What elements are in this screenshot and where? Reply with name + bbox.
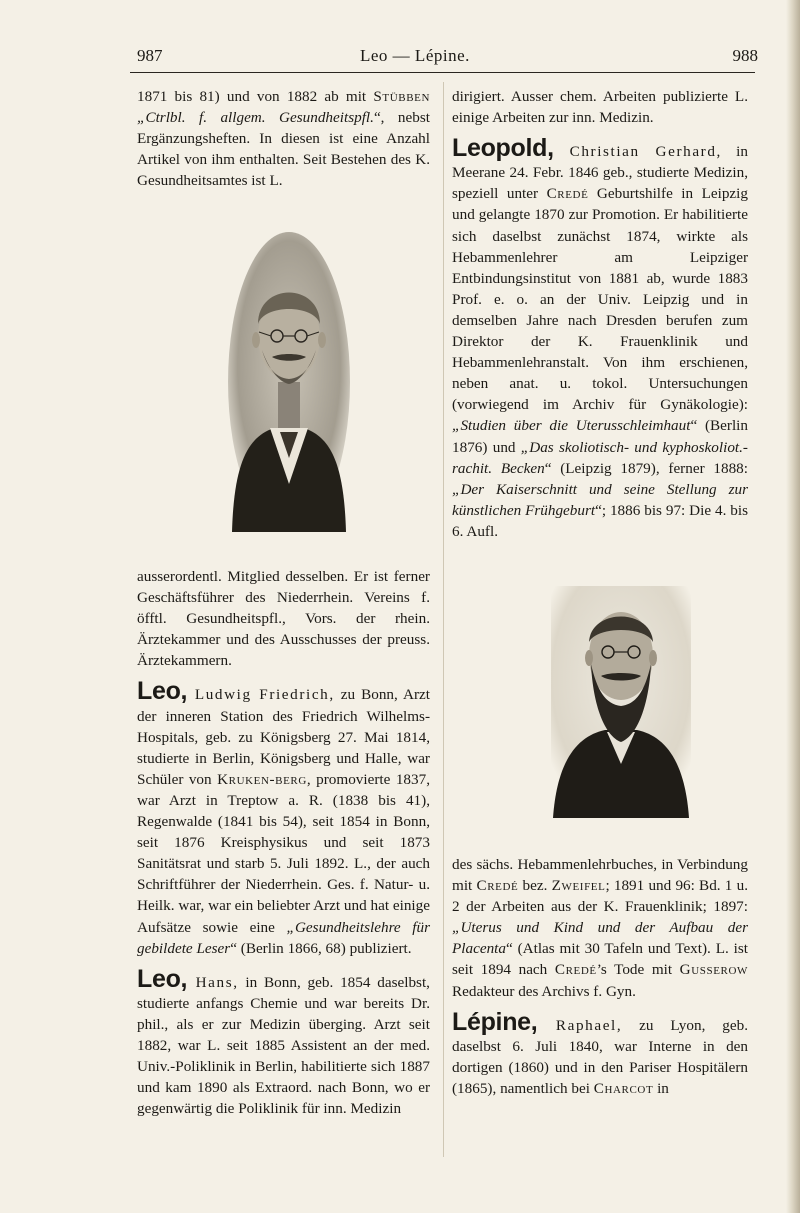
work-title: „Der Kaiserschnitt und seine Stellung zur künstlichen Frühgeburt — [452, 480, 748, 519]
portrait-photo-leopold — [551, 586, 691, 818]
work-title: „Gesundheitslehre für gebildete Leser — [137, 918, 430, 957]
entry-heading: Lépine, — [452, 1007, 538, 1036]
work-title: „Das skoliotisch- und kyphoskoliot.-rachit. Becken — [452, 438, 748, 477]
paragraph-leo-continued: 1871 bis 81) und von 1882 ab mit Stübben „Ctrlbl. f. allgem. Gesundheitspfl.“, nebst Ergänzungsheften. In diesen ist eine Anzahl Artikel von ihm enthalten. Seit Bestehen des K. Gesundheitsamtes ist L. — [137, 88, 430, 190]
book-spine-shadow — [786, 0, 800, 1213]
person-name-crede: Credé — [554, 961, 597, 979]
left-column-bottom — [137, 566, 430, 1119]
work-title: „Uterus und Kind und der Aufbau der Placenta — [452, 919, 748, 958]
paragraph-leo-continued-2: ausserordentl. Mitglied desselben. Er ist ferner Geschäftsführer des Niederrhein. Vereins f. öfftl. Gesundheitspfl., Vors. der rhein. Ärztekammer und des Ausschusses der preuss. Ärztekammern. — [137, 568, 430, 670]
paragraph-leopold-continued: des sächs. Hebammenlehrbuches, in Verbindung mit Credé bez. Zweifel; 1891 und 96: Bd. 1 u. 2 der Arbeiten aus der K. Frauenklinik; 1897: „Uterus und Kind und der Aufbau der Placenta“ (Atlas mit 30 Tafeln und Text). L. ist seit 1894 nach Credé’s Tode mit Gusserow Redakteur des Archivs f. Gyn. — [452, 856, 748, 1000]
person-name-charcot: Charcot — [593, 1079, 654, 1097]
column-divider — [443, 82, 444, 1157]
paragraph-leo-hans-continued: dirigiert. Ausser chem. Arbeiten publizierte L. einige Arbeiten zur inn. Medizin. — [452, 88, 748, 127]
right-column-bottom — [452, 854, 748, 1099]
portrait-photo-leo — [228, 232, 350, 532]
person-name-crede: Credé — [476, 877, 519, 895]
right-column-top — [452, 86, 748, 542]
person-name-zweifel: Zweifel — [551, 877, 606, 895]
page-header — [0, 46, 800, 72]
left-column-top — [137, 86, 430, 191]
running-title: Leo — Lépine. — [360, 46, 470, 65]
header-rule — [130, 72, 755, 73]
entry-heading: Leopold, — [452, 134, 554, 163]
entry-leo-hans: Leo, Hans, in Bonn, geb. 1854 daselbst, studierte anfangs Chemie und war bereits Dr. phil., als er zur Medizin überging. Arzt seit 1882, war L. seit 1885 Assistent an der med. Univ.-Poliklinik in Berlin, habilitierte sich 1887 und kam 1890 als Extraord. nach Bonn, wo er gegenwärtig die Poliklinik für inn. Medizin — [137, 964, 430, 1118]
person-name-stuebben: Stübben — [373, 88, 430, 105]
entry-leopold: Leopold, Christian Gerhard, in Meerane 24. Febr. 1846 geb., studierte Medizin, speziell unter Credé Geburtshilfe in Leipzig und gelangte 1870 zur Promotion. Er habilitierte sich daselbst zunächst 1874, wirkte als Hebammenlehrer am Leipziger Entbindungsinstitut von 1881 ab, wurde 1883 Prof. e. o. an der Univ. Leipzig und in demselben Jahre nach Dresden berufen zum Direktor der K. Frauenklinik und Hebammenlehranstalt. Von ihm erschienen, neben anat. u. tokol. Untersuchungen (vorwiegend im Archiv für Gynäkologie): „Studien über die Uterusschleimhaut“ (Berlin 1876) und „Das skoliotisch- und kyphoskoliot.-rachit. Becken“ (Leipzig 1879), ferner 1888: „Der Kaiserschnitt und seine Stellung zur künstlichen Frühgeburt“; 1886 bis 97: Die 4. bis 6. Aufl. — [452, 134, 748, 540]
page-number-left: 987 — [137, 46, 163, 65]
entry-leo-ludwig: Leo, Ludwig Friedrich, zu Bonn, Arzt der inneren Station des Friedrich Wilhelms-Hospitals, geb. zu Königsberg 27. Mai 1814, studierte in Berlin, Königsberg und Halle, war Schüler von Kruken-berg, promovierte 1837, war Arzt in Treptow a. R. (1838 bis 41), Regenwalde (1841 bis 54), seit 1854 in Bonn, seit 1876 Kreisphysikus und seit 1873 Sanitätsrat und starb 5. Juli 1892. L., der auch Schriftführer der Niederrhein. Ges. f. Natur- u. Heilk. war, war ein beliebter Arzt und hat einige Aufsätze sowie eine „Gesundheitslehre für gebildete Leser“ (Berlin 1866, 68) publiziert. — [137, 677, 430, 957]
person-name-crede: Credé — [546, 185, 589, 203]
entry-heading: Leo, — [137, 964, 188, 993]
person-name-krukenberg: Kruken-berg — [217, 770, 307, 788]
work-title: „Studien über die Uterusschleimhaut — [452, 417, 691, 435]
page-number-right: 988 — [732, 46, 758, 65]
person-name-gusserow: Gusserow — [679, 961, 748, 979]
entry-lepine: Lépine, Raphael, zu Lyon, geb. daselbst 6. Juli 1840, war Interne in den dortigen (1860) und in den Pariser Hospitälern (1865), namentlich bei Charcot in — [452, 1007, 748, 1097]
work-title: „Ctrlbl. f. allgem. Gesundheitspfl. — [137, 109, 374, 127]
entry-heading: Leo, — [137, 677, 188, 706]
